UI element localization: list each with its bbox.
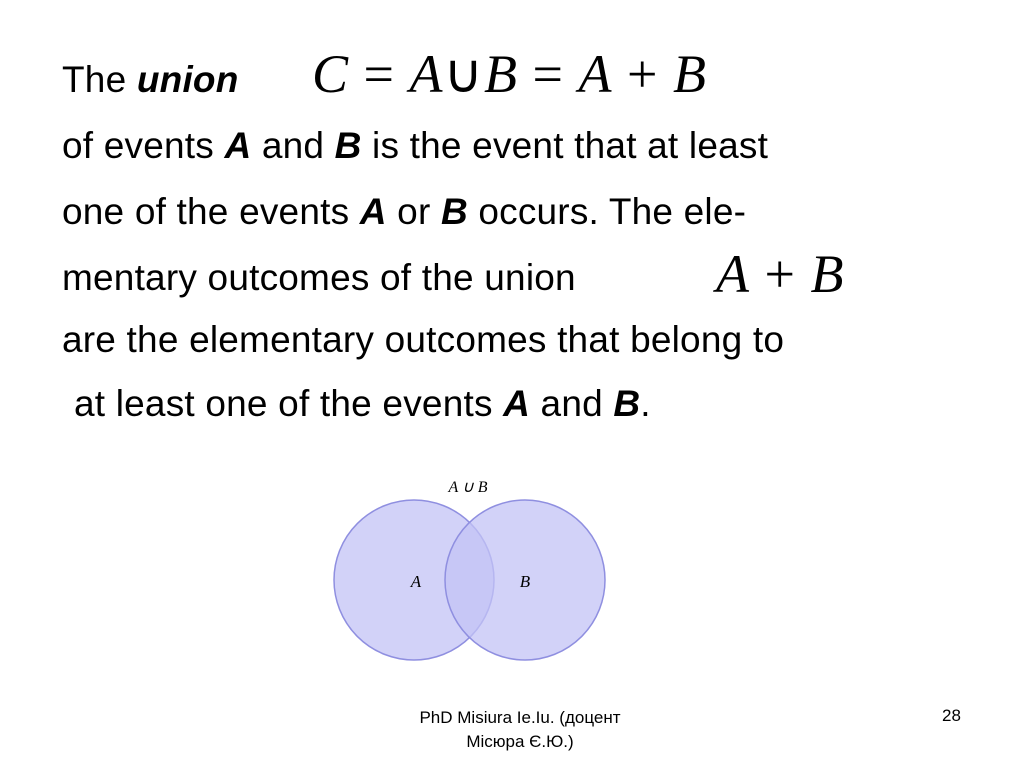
formula-a: A (716, 244, 750, 304)
footer-author (380, 706, 660, 754)
formula-c: C (312, 44, 350, 104)
event-a: A (224, 125, 252, 166)
event-a: A (503, 383, 531, 424)
text: of events (62, 125, 225, 166)
venn-title: A ∪ B (448, 479, 488, 496)
text: and (530, 383, 614, 424)
text: . (640, 383, 651, 424)
line-1 (62, 58, 239, 102)
formula-a: A (578, 44, 613, 104)
term-union: union (136, 59, 239, 100)
footer-line-1: PhD Misiura Ie.Iu. (доцент (419, 708, 621, 727)
text: and (251, 125, 335, 166)
text: mentary outcomes of the union (62, 257, 576, 298)
formula-a: A (409, 44, 444, 104)
venn-label-a: A (410, 572, 422, 591)
venn-label-b: B (519, 572, 531, 591)
formula-b: B (484, 44, 519, 104)
text: or (386, 191, 441, 232)
inline-formula (716, 243, 844, 305)
event-b: B (440, 191, 468, 232)
event-a: A (359, 191, 387, 232)
formula-plus: + (612, 44, 673, 104)
text: is the event that at least (361, 125, 769, 166)
formula-equals: = (518, 44, 579, 104)
formula-equals: = (349, 44, 410, 104)
line-4 (62, 256, 576, 300)
page-number: 28 (942, 706, 961, 725)
text-the: The (62, 59, 137, 100)
union-formula (312, 42, 707, 105)
line-2 (62, 124, 768, 168)
line-6 (74, 382, 651, 426)
formula-b: B (810, 244, 845, 304)
text: at least one of the events (74, 383, 504, 424)
event-b: B (613, 383, 641, 424)
text: occurs. The ele- (467, 191, 747, 232)
line-3 (62, 190, 746, 234)
text: one of the events (62, 191, 360, 232)
line-5 (62, 318, 784, 362)
footer-line-2: Місюра Є.Ю.) (466, 732, 574, 751)
event-b: B (334, 125, 362, 166)
venn-diagram (330, 470, 620, 675)
formula-b: B (672, 44, 707, 104)
formula-plus: + (750, 244, 811, 304)
formula-cup: ∪ (443, 44, 485, 104)
text: are the elementary outcomes that belong to (62, 319, 785, 360)
